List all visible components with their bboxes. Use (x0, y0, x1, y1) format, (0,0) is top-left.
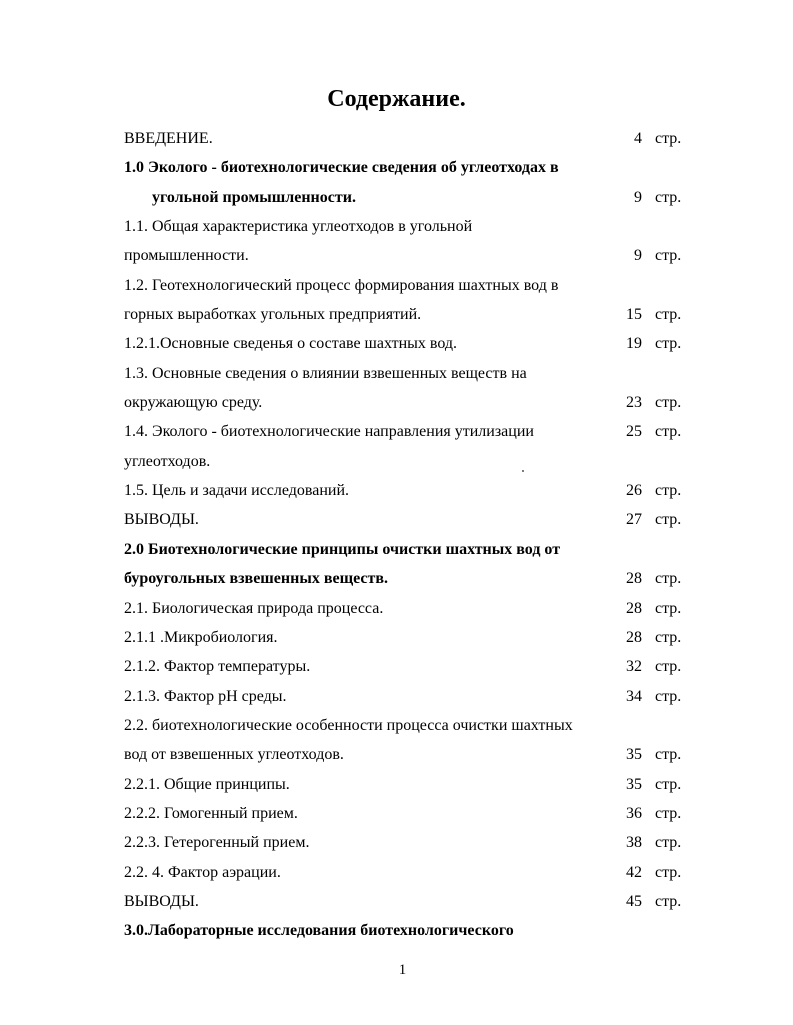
toc-entry (124, 183, 699, 212)
toc-entry-page: 28 (626, 570, 642, 588)
toc-entry-page: 45 (626, 892, 642, 910)
toc-entry-title: 2.2.3. Гетерогенный прием. (124, 834, 310, 852)
toc-entry-unit: стр. (655, 687, 682, 705)
scan-speck (522, 470, 524, 472)
toc-entry-page: 38 (626, 834, 642, 852)
toc-entry-page: 35 (626, 746, 642, 764)
toc-entry (124, 682, 699, 711)
toc-entry-page: 35 (626, 775, 642, 793)
toc-entry-page: 15 (626, 306, 642, 324)
toc-entry-unit: стр. (655, 188, 682, 206)
toc-entry-unit: стр. (655, 746, 682, 764)
toc-entry-unit: стр. (655, 658, 682, 676)
toc-entry-title: промышленности. (124, 247, 249, 265)
toc-entry-page: 26 (626, 482, 642, 500)
toc-entry-title: 3.0.Лабораторные исследования биотехнологического (124, 922, 514, 940)
toc-entry (124, 212, 699, 241)
toc-entry-page: 19 (626, 335, 642, 353)
toc-entry-page: 32 (626, 658, 642, 676)
toc-entry-title: 1.0 Эколого - биотехнологические сведения об углеотходах в (124, 159, 559, 177)
toc-entry (124, 623, 699, 652)
toc-entry (124, 271, 699, 300)
toc-entry-unit: стр. (655, 511, 682, 529)
toc-entry-title: 2.2.1. Общие принципы. (124, 775, 290, 793)
toc-entry-title: угольной промышленности. (152, 188, 356, 206)
toc-entry-title: 2.1. Биологическая природа процесса. (124, 599, 384, 617)
toc-entry (124, 887, 699, 916)
toc-entry-unit: стр. (655, 628, 682, 646)
toc-entry-unit: стр. (655, 834, 682, 852)
toc-entry-title: 2.0 Биотехнологические принципы очистки шахтных вод от (124, 540, 561, 558)
toc-entry-title: 2.1.2. Фактор температуры. (124, 658, 311, 676)
toc-entry (124, 447, 699, 476)
toc-entry-title: 2.1.3. Фактор pH среды. (124, 687, 287, 705)
toc-entry-page: 9 (634, 247, 642, 265)
toc-entry (124, 388, 699, 417)
toc-entry-title: ВЫВОДЫ. (124, 892, 199, 910)
page-number: 1 (398, 962, 407, 978)
page-title: Содержание. (327, 86, 466, 112)
toc-entry (124, 124, 699, 153)
toc-entry (124, 770, 699, 799)
toc-entry-title: 2.2. 4. Фактор аэрации. (124, 863, 281, 881)
toc-entry-page: 42 (626, 863, 642, 881)
toc-entry (124, 652, 699, 681)
toc-entry (124, 359, 699, 388)
toc-entry-title: углеотходов. (124, 452, 211, 470)
toc-entry (124, 153, 699, 182)
toc-entry-page: 23 (626, 394, 642, 412)
toc-entry-title: 2.2.2. Гомогенный прием. (124, 804, 298, 822)
toc-entry-page: 28 (626, 599, 642, 617)
toc-entry-title: 2.2. биотехнологические особенности процесса очистки шахтных (124, 716, 573, 734)
toc-entry-page: 4 (634, 130, 642, 147)
toc-entry-unit: стр. (655, 570, 682, 588)
toc-entry-title: 1.4. Эколого - биотехнологические направления утилизации (124, 423, 534, 441)
toc-entry (124, 740, 699, 769)
toc-entry (124, 535, 699, 564)
toc-entry-page: 25 (626, 423, 642, 441)
toc-entry-title: ВВЕДЕНИЕ. (124, 130, 213, 147)
toc-entry-unit: стр. (655, 863, 682, 881)
toc-entry-page: 36 (626, 804, 642, 822)
toc-entry (124, 476, 699, 505)
toc-entry-title: 1.5. Цель и задачи исследований. (124, 482, 350, 500)
toc-entry-page: 9 (634, 188, 642, 206)
toc-entry (124, 799, 699, 828)
toc-entry-unit: стр. (655, 335, 682, 353)
toc-entry (124, 858, 699, 887)
toc-entry (124, 329, 699, 358)
toc-entry (124, 564, 699, 593)
toc-entry (124, 417, 699, 446)
toc-entry-title: 1.3. Основные сведения о влиянии взвешенных веществ на (124, 364, 527, 382)
toc-entry-page: 28 (626, 628, 642, 646)
toc-entry (124, 505, 699, 534)
toc-entry-title: 1.2.1.Основные сведенья о составе шахтных вод. (124, 335, 458, 353)
toc-entry (124, 300, 699, 329)
toc-entry-unit: стр. (655, 482, 682, 500)
toc-entry-title: буроугольных взвешенных веществ. (124, 570, 388, 588)
toc-entry (124, 711, 699, 740)
toc-entry (124, 916, 699, 945)
toc-entry-title: 1.2. Геотехнологический процесс формирования шахтных вод в (124, 276, 559, 294)
toc-entry (124, 241, 699, 270)
toc-entry-unit: стр. (655, 306, 682, 324)
toc-entry-unit: стр. (655, 804, 682, 822)
toc-entry-unit: стр. (655, 247, 682, 265)
toc-entry (124, 828, 699, 857)
toc-entry-unit: стр. (655, 130, 682, 147)
table-of-contents (124, 124, 699, 946)
toc-entry-page: 34 (626, 687, 642, 705)
toc-entry-page: 27 (626, 511, 642, 529)
toc-entry-unit: стр. (655, 892, 682, 910)
toc-entry-unit: стр. (655, 423, 682, 441)
toc-entry-unit: стр. (655, 599, 682, 617)
toc-entry-title: 1.1. Общая характеристика углеотходов в угольной (124, 218, 473, 236)
toc-entry-title: вод от взвешенных углеотходов. (124, 746, 344, 764)
toc-entry (124, 594, 699, 623)
toc-entry-title: ВЫВОДЫ. (124, 511, 199, 529)
toc-entry-unit: стр. (655, 775, 682, 793)
toc-entry-title: горных выработках угольных предприятий. (124, 306, 422, 324)
toc-entry-title: 2.1.1 .Микробиология. (124, 628, 278, 646)
toc-entry-unit: стр. (655, 394, 682, 412)
toc-entry-title: окружающую среду. (124, 394, 263, 412)
